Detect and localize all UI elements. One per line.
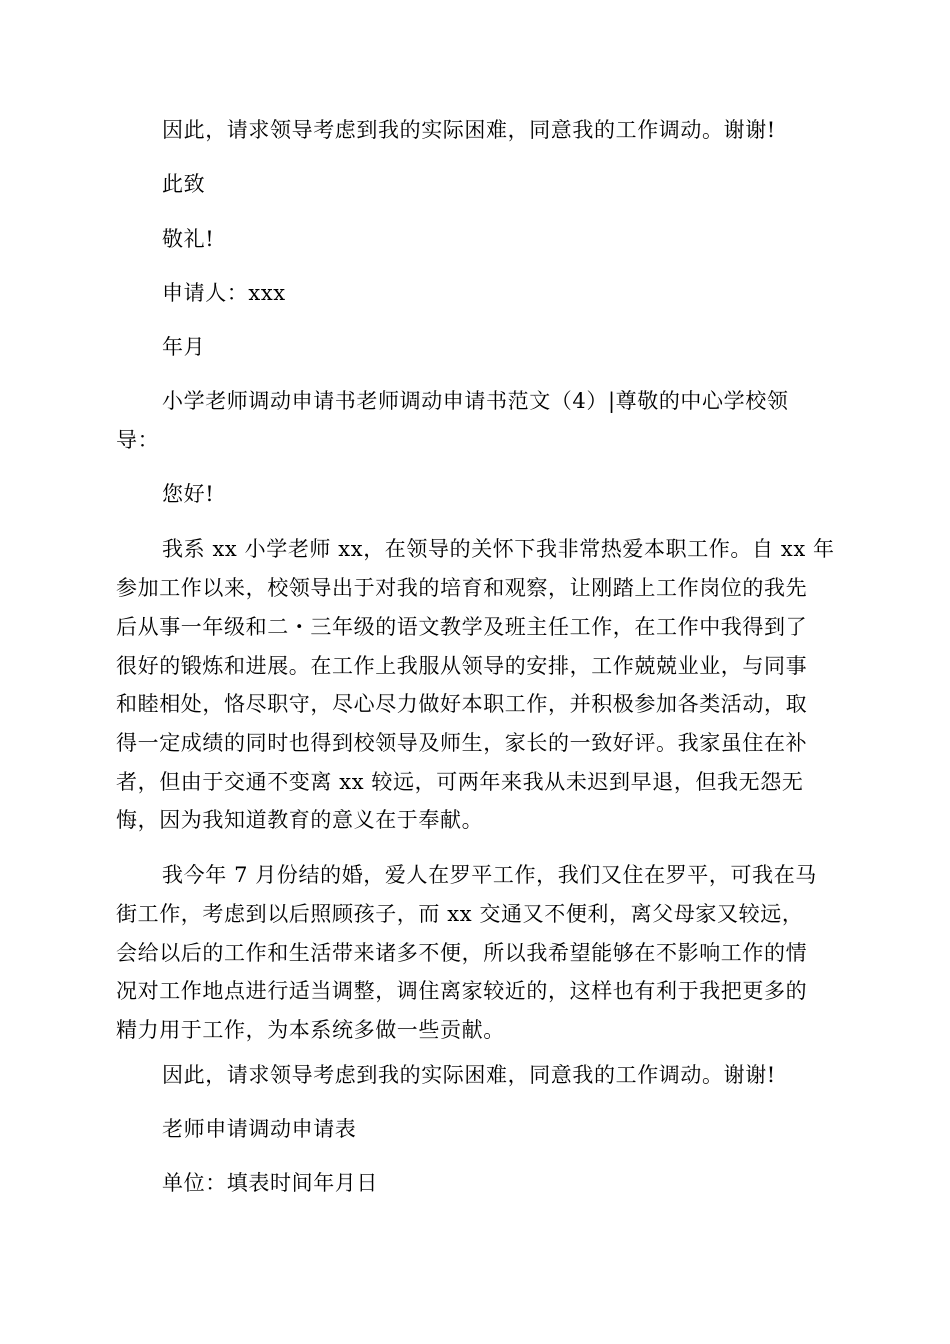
paragraph-1-line-7: 者，但由于交通不变离 xx 较远，可两年来我从未迟到早退，但我无怨无 [116,770,804,794]
paragraph-2-line-1: 我今年 7 月份结的婚，爱人在罗平工作，我们又住在罗平，可我在马 [162,863,817,887]
salutation-jingli: 敬礼! [162,227,215,251]
paragraph-1-line-1: 我系 xx 小学老师 xx，在领导的关怀下我非常热爱本职工作。自 xx 年 [162,537,835,561]
paragraph-2-line-5: 精力用于工作，为本系统多做一些贡献。 [116,1018,505,1042]
paragraph-1-line-4: 很好的锻炼和进展。在工作上我服从领导的安排，工作兢兢业业，与同事 [116,654,808,678]
paragraph-2-line-2: 街工作，考虑到以后照顾孩子，而 xx 交通又不便利，离父母家又较远， [116,902,804,926]
section-heading-line-2: 导： [116,428,160,452]
salutation-cizhi: 此致 [162,172,206,196]
paragraph-1-line-2: 参加工作以来，校领导出于对我的培育和观察，让刚踏上工作岗位的我先 [116,576,808,600]
paragraph-2-line-3: 会给以后的工作和生活带来诸多不便，所以我希望能够在不影响工作的情 [116,941,808,965]
paragraph-1-line-3: 后从事一年级和二・三年级的语文教学及班主任工作，在工作中我得到了 [116,615,808,639]
paragraph-1-line-8: 悔，因为我知道教育的意义在于奉献。 [116,808,484,832]
applicant-line: 申请人：xxx [162,281,286,305]
section-heading-line-1: 小学老师调动申请书老师调动申请书范文（4）|尊敬的中心学校领 [162,389,789,413]
greeting-line: 您好! [162,482,215,506]
date-line: 年月 [162,335,206,359]
paragraph-1-line-6: 得一定成绩的同时也得到校领导及师生，家长的一致好评。我家虽住在补 [116,731,808,755]
closing-request-line: 因此，请求领导考虑到我的实际困难，同意我的工作调动。谢谢! [162,118,776,142]
form-unit-line: 单位：填表时间年月日 [162,1171,378,1195]
paragraph-1-line-5: 和睦相处，恪尽职守，尽心尽力做好本职工作，并积极参加各类活动，取 [116,692,808,716]
form-title-line: 老师申请调动申请表 [162,1117,357,1141]
paragraph-2-line-4: 况对工作地点进行适当调整，调住离家较近的，这样也有利于我把更多的 [116,979,808,1003]
closing-request-line-2: 因此，请求领导考虑到我的实际困难，同意我的工作调动。谢谢! [162,1063,776,1087]
